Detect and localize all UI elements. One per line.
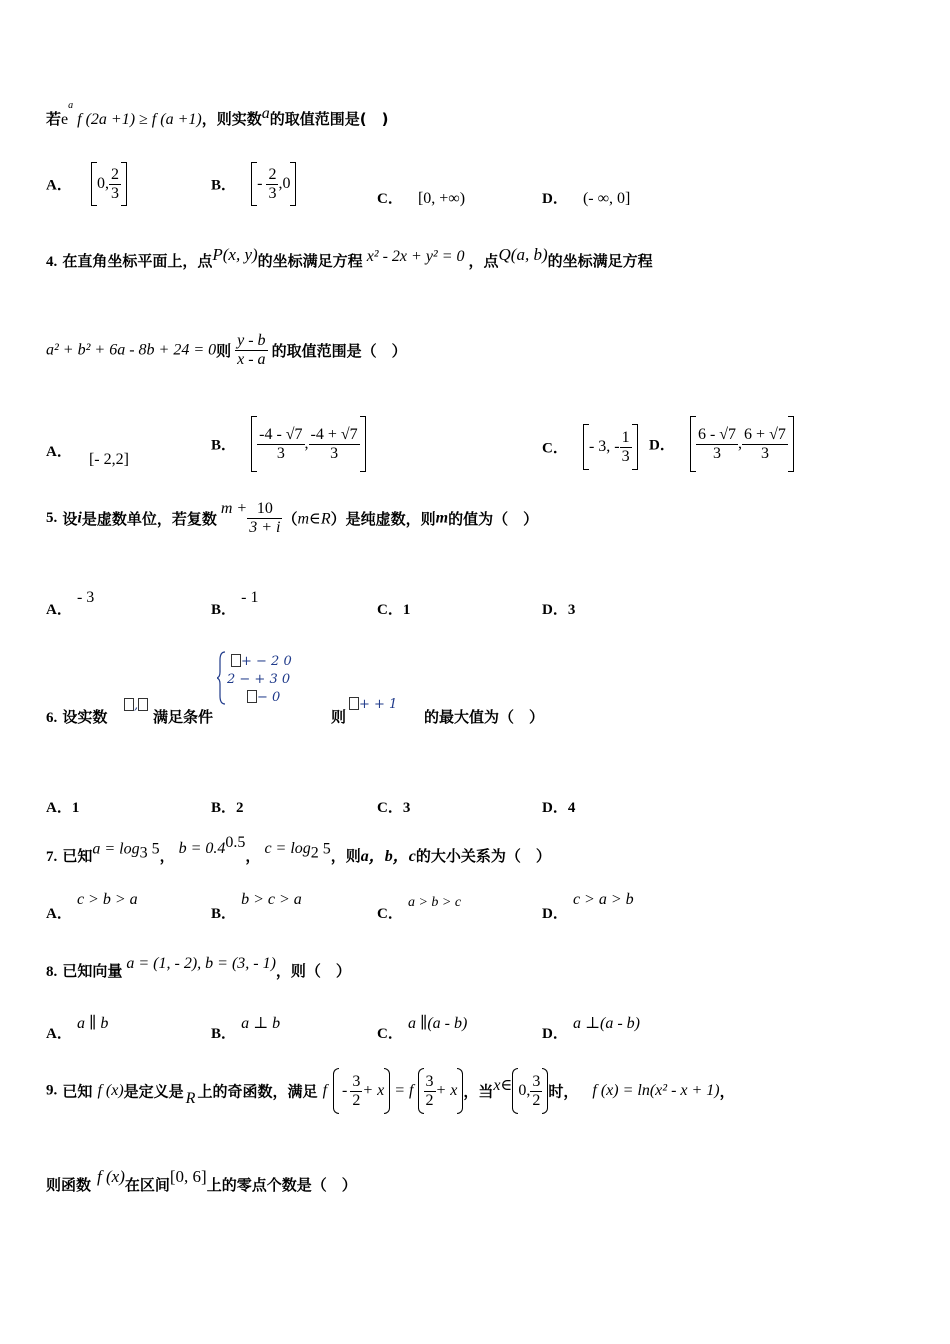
q5-fraction <box>247 500 282 537</box>
question-number: 9. <box>46 1082 58 1099</box>
q6-objective <box>349 693 397 712</box>
option-value: a > b > c <box>407 895 462 910</box>
option-value: a ∥ b <box>76 1015 109 1032</box>
question-number: 8. <box>46 964 58 980</box>
option-label: A． <box>46 177 72 194</box>
q3-option-c[interactable] <box>377 187 465 208</box>
q8-text: 已知向量 <box>62 962 123 980</box>
q5-condition: m∈R <box>297 510 331 528</box>
q5-expr: m + <box>220 499 248 517</box>
q7-eq-b-exp: 0.5 <box>225 834 246 851</box>
fraction <box>350 1073 362 1110</box>
option-value: 0, <box>96 175 109 192</box>
option-label: A． <box>46 800 72 816</box>
q9-text: ， <box>719 1082 735 1101</box>
q3-ineq: f (2a +1) ≥ f (a +1) <box>73 111 202 128</box>
q7-vars: a，b，c <box>360 848 416 866</box>
q5-stem <box>46 500 538 537</box>
question-number: 7. <box>46 849 58 866</box>
right-bracket <box>121 162 127 206</box>
option-label: D． <box>542 800 568 816</box>
question-number: 4. <box>46 254 58 270</box>
q4-option-d[interactable] <box>649 416 794 472</box>
option-value: b > c > a <box>241 891 302 908</box>
numerator: 6 + √7 <box>744 425 786 443</box>
comma: , <box>738 435 743 452</box>
q4-text: 则 <box>216 342 232 360</box>
q5-text: 设 <box>62 510 78 528</box>
q4-point-q: Q(a, b) <box>498 245 548 264</box>
denominator: 3 <box>760 444 769 462</box>
option-label: D． <box>542 1026 568 1042</box>
option-value: c > a > b <box>572 891 634 908</box>
q9-text: 是定义是 <box>123 1082 184 1101</box>
option-label: B． <box>211 800 237 816</box>
comma: , <box>134 698 139 713</box>
q6-stem-tail <box>331 706 346 727</box>
option-label: D． <box>542 906 568 922</box>
option-label: B． <box>211 437 237 454</box>
q9-definition: f (x) = ln(x² - x + 1) <box>592 1082 720 1099</box>
q9-plus-x: + x <box>435 1082 458 1099</box>
fraction <box>257 426 304 463</box>
q7-eq-a: a = log <box>92 840 140 858</box>
q3-suffix: ，则实数 <box>201 110 262 128</box>
denominator: 3 <box>268 184 277 202</box>
q5-text: （ <box>282 510 298 528</box>
q5-text: 是虚数单位，若复数 <box>81 510 217 528</box>
numerator: 3 <box>425 1072 434 1090</box>
q9-x-in: x∈ <box>493 1077 513 1094</box>
q8-option-a[interactable] <box>46 1012 109 1042</box>
denominator: 3 <box>276 444 285 462</box>
q7-eq-a-base: 3 <box>139 844 148 862</box>
q6-option-d[interactable] <box>542 796 575 817</box>
option-label: A． <box>46 444 72 460</box>
q7-eq-c: c = log <box>264 840 311 858</box>
q4-option-b[interactable] <box>211 416 366 472</box>
option-tail: ,0 <box>278 175 291 192</box>
q9-text: ，当 <box>463 1082 494 1101</box>
q3-option-d[interactable] <box>542 187 630 208</box>
numerator: 1 <box>621 428 630 446</box>
missing-glyph-icon <box>138 698 148 711</box>
option-value: c > b > a <box>76 891 138 908</box>
question-number: 6. <box>46 710 58 726</box>
q3-prefix: 若 <box>46 110 62 128</box>
option-label: D． <box>542 602 568 618</box>
option-label: B． <box>211 906 237 922</box>
q7-text: 的大小关系为（ ） <box>415 847 551 866</box>
option-label: C． <box>542 440 568 457</box>
q9-text: 则函数 <box>46 1176 92 1194</box>
option-label: D． <box>649 437 675 454</box>
option-label: B． <box>211 177 237 194</box>
q6-option-b[interactable] <box>211 796 244 817</box>
q5-option-c[interactable] <box>377 598 410 619</box>
q4-fraction <box>235 332 267 369</box>
missing-glyph-icon <box>247 690 257 703</box>
q6-text: 的最大值为（ ） <box>424 708 545 726</box>
q6-vars-placeholder <box>124 694 148 713</box>
q9-interval-start: 0, <box>518 1082 531 1099</box>
option-value: [0, +∞) <box>417 190 466 207</box>
option-value: 1 <box>71 800 80 816</box>
system-text: − 0 <box>257 690 281 705</box>
option-label: D． <box>542 191 568 207</box>
option-label: B． <box>211 1026 237 1042</box>
q4-text: 的坐标满足方程 <box>547 252 653 270</box>
denominator: x - a <box>237 351 266 368</box>
q9-text: 在区间 <box>124 1176 170 1194</box>
q9-f: f <box>322 1082 328 1099</box>
option-label: C． <box>377 602 403 618</box>
q9-text: 已知 <box>62 1082 93 1101</box>
numerator: y - b <box>237 332 266 349</box>
fraction <box>309 426 360 463</box>
system-line-2 <box>227 668 290 687</box>
numerator: 2 <box>268 165 277 183</box>
q6-text: 则 <box>331 708 347 726</box>
fraction <box>424 1073 436 1110</box>
option-value: a ∥(a - b) <box>407 1015 468 1032</box>
option-value: [- 2,2] <box>88 451 129 468</box>
right-bracket <box>290 162 296 206</box>
q7-option-b[interactable] <box>211 888 302 922</box>
numerator: 10 <box>247 500 282 519</box>
q3-stem <box>46 99 389 129</box>
q7-option-c[interactable] <box>377 890 462 922</box>
option-value: a ⊥(a - b) <box>572 1015 640 1032</box>
option-value: 2 <box>236 800 244 816</box>
q9-text: 时， <box>548 1082 579 1101</box>
q5-imag-unit: i <box>77 509 82 527</box>
q8-option-b[interactable] <box>211 1012 281 1042</box>
q9-stem <box>46 1068 735 1114</box>
q8-option-d[interactable] <box>542 1012 640 1042</box>
option-value: 3 <box>567 602 576 618</box>
q5-text: 的值为（ ） <box>448 510 539 528</box>
objective-text: + + 1 <box>359 697 398 712</box>
q7-eq-c-arg: 5 <box>318 840 331 858</box>
q7-option-d[interactable] <box>542 888 634 922</box>
q9-line2 <box>46 1166 357 1194</box>
q4-point-p: P(x, y) <box>212 245 258 264</box>
q3-option-a[interactable] <box>46 162 127 206</box>
option-label: B． <box>211 602 237 618</box>
fraction <box>620 429 632 466</box>
q6-text: 设实数 <box>62 708 108 726</box>
q7-text: ， <box>159 847 175 866</box>
q5-option-b[interactable] <box>211 586 259 618</box>
q4-line1 <box>46 245 653 271</box>
option-value: 4 <box>567 800 576 816</box>
q5-option-d[interactable] <box>542 598 575 619</box>
q6-stem <box>46 706 107 727</box>
denominator: 3 + i <box>249 519 281 536</box>
q6-text: 满足条件 <box>153 708 214 726</box>
q8-option-c[interactable] <box>377 1012 468 1042</box>
question-number: 5. <box>46 510 58 526</box>
q4-line2 <box>46 332 407 369</box>
option-value: 1 <box>402 602 411 618</box>
q9-fx: f (x) <box>97 1082 124 1099</box>
q8-vectors: a = (1, - 2), b = (3, - 1) <box>126 955 276 972</box>
q3-option-b[interactable] <box>211 162 296 206</box>
q4-equation2: a² + b² + 6a - 8b + 24 = 0 <box>46 341 217 359</box>
option-label: C． <box>377 800 403 816</box>
denominator: 3 <box>712 444 721 462</box>
option-value: (- ∞, 0] <box>582 190 631 207</box>
q6-option-a[interactable] <box>46 796 79 817</box>
numerator: 2 <box>110 165 119 183</box>
fraction <box>696 426 738 463</box>
q7-option-a[interactable] <box>46 888 138 922</box>
numerator: 3 <box>352 1072 361 1090</box>
option-label: C． <box>377 906 403 922</box>
q7-eq-b: b = 0.4 <box>178 840 226 858</box>
q5-option-a[interactable] <box>46 586 95 618</box>
option-value: 3 <box>402 800 411 816</box>
numerator: 6 - √7 <box>697 425 737 443</box>
q5-var: m <box>435 509 449 527</box>
q3-var: a <box>261 105 270 122</box>
option-label: A． <box>46 906 72 922</box>
fraction <box>266 166 278 203</box>
q9-reals: R <box>185 1090 196 1107</box>
option-value: a ⊥ b <box>241 1015 281 1032</box>
denominator: 3 <box>330 444 339 462</box>
left-paren <box>333 1068 339 1114</box>
comma: , <box>304 435 309 452</box>
q8-text: ，则（ ） <box>275 962 351 980</box>
q4-text: ，点 <box>468 252 499 270</box>
q3-e-exp: a <box>68 99 74 111</box>
q4-text: 在直角坐标平面上，点 <box>62 252 213 270</box>
q7-eq-a-arg: 5 <box>147 840 160 858</box>
right-paren <box>384 1068 390 1114</box>
q4-option-a[interactable] <box>46 440 129 468</box>
q6-condition-label <box>153 706 213 727</box>
missing-glyph-icon <box>231 654 241 667</box>
right-bracket <box>632 424 638 470</box>
option-value: - 1 <box>241 589 259 606</box>
q9-text: 上的奇函数，满足 <box>197 1082 318 1101</box>
option-value: - <box>257 175 267 192</box>
q9-eq: = f <box>394 1082 414 1099</box>
numerator: 3 <box>532 1072 541 1090</box>
right-bracket <box>788 416 794 472</box>
system-text: + − 2 0 <box>241 654 292 669</box>
option-value: - 3, - <box>588 438 620 455</box>
q9-text: 上的零点个数是（ ） <box>206 1176 357 1194</box>
fraction <box>109 166 121 203</box>
q7-text: ， <box>245 847 261 866</box>
denominator: 2 <box>352 1091 361 1109</box>
q4-text: 的坐标满足方程 <box>257 252 363 270</box>
system-line-1 <box>231 650 292 669</box>
q6-option-c[interactable] <box>377 796 410 817</box>
q5-text: ）是纯虚数，则 <box>330 510 436 528</box>
q9-fx: f (x) <box>97 1167 125 1186</box>
q4-option-c[interactable] <box>542 424 638 470</box>
option-label: A． <box>46 1026 72 1042</box>
numerator: -4 - √7 <box>259 425 303 443</box>
q4-equation1: x² - 2x + y² = 0 <box>366 248 465 265</box>
q9-interval: [0, 6] <box>169 1167 207 1186</box>
q7-text: 已知 <box>62 847 93 866</box>
q3-e: e <box>61 111 69 128</box>
q7-stem <box>46 834 551 866</box>
q3-end: 的取值范围是( ) <box>269 110 389 128</box>
denominator: 2 <box>532 1091 541 1109</box>
system-line-3 <box>247 686 280 705</box>
denominator: 3 <box>621 447 630 465</box>
option-value: - 3 <box>76 589 95 606</box>
fraction <box>530 1073 542 1110</box>
option-label: C． <box>377 1026 403 1042</box>
q4-text: 的取值范围是（ ） <box>271 342 407 360</box>
q6-stem-end <box>424 706 544 727</box>
q7-text: ，则 <box>330 847 361 866</box>
right-bracket <box>360 416 366 472</box>
q9-minus: - <box>342 1082 348 1099</box>
q8-stem <box>46 952 351 980</box>
missing-glyph-icon <box>124 698 134 711</box>
missing-glyph-icon <box>349 697 359 710</box>
q7-eq-c-base: 2 <box>310 844 319 862</box>
system-text: 2 − + 3 0 <box>227 672 291 687</box>
option-label: A． <box>46 602 72 618</box>
q9-plus-x: + x <box>362 1082 385 1099</box>
option-label: C． <box>377 191 403 207</box>
denominator: 3 <box>110 184 119 202</box>
denominator: 2 <box>425 1091 434 1109</box>
numerator: -4 + √7 <box>310 425 358 443</box>
fraction <box>742 426 788 463</box>
